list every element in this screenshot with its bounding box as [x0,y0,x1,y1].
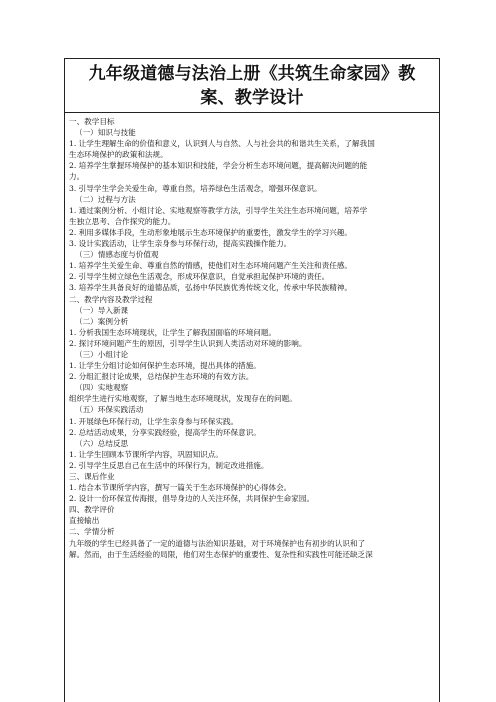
document-line: 解。然而，由于生活经验的局限，他们对生态保护的重要性、复杂性和实践性可能还缺乏深 [69,549,373,559]
document-line: 1. 让学生分组讨论如何保护生态环境，提出具体的措施。 [69,361,261,371]
document-line: 1. 开展绿色环保行动，让学生亲身参与环保实践。 [69,416,239,426]
document-line: 一、教学目标 [69,117,115,126]
document-line: 二、教学内容及教学过程 [69,294,153,304]
document-line: 2. 利用多媒体手段，生动形象地展示生态环境保护的重要性，激发学生的学习兴趣。 [69,227,353,237]
document-line: （二）案例分析 [75,316,129,326]
document-line: 生态环境保护的政策和法规。 [69,150,168,160]
document-line: 1. 让学生回顾本节课所学内容，巩固知识点。 [69,449,223,459]
document-page [64,58,440,702]
document-line: （三）情感态度与价值观 [75,250,159,260]
document-line: 2. 探讨环境问题产生的原因，引导学生认识到人类活动对环境的影响。 [69,338,307,348]
document-line: （一）导入新课 [75,305,129,315]
document-line: 1. 分析我国生态环境现状，让学生了解我国面临的环境问题。 [69,327,277,337]
document-line: 2. 设计一份环保宣传海报，倡导身边的人关注环保，共同保护生命家园。 [69,494,315,504]
document-line: （二）过程与方法 [75,194,136,204]
document-line: （一）知识与技能 [75,128,136,138]
document-line: 直接输出 [69,516,100,526]
document-line: 1. 结合本节课所学内容，撰写一篇关于生态环境保护的心得体会。 [69,483,292,493]
document-line: （六）总结反思 [75,438,129,448]
document-line: 3. 引导学生学会关爱生命，尊重自然，培养绿色生活观念，增强环保意识。 [69,183,322,193]
document-line: 九年级的学生已经具备了一定的道德与法治知识基础，对于环境保护也有初步的认识和了 [69,538,366,548]
document-title-line-2: 案、教学设计 [200,88,304,108]
document-line: （三）小组讨论 [75,349,129,359]
document-line: 2. 引导学生树立绿色生活观念，形成环保意识，自觉承担起保护环境的责任。 [69,272,330,282]
document-line: 2. 总结活动成果，分享实践经验，提高学生的环保意识。 [69,427,261,437]
document-line: 组织学生进行实地观察，了解当地生态环境现状，发现存在的问题。 [69,394,297,404]
title-cell [65,59,439,113]
document-line: 1. 培养学生关爱生命、尊重自然的情感，使他们对生态环境问题产生关注和责任感。 [69,261,353,271]
document-line: 生独立思考、合作探究的能力。 [69,216,176,226]
document-line: 3. 设计实践活动，让学生亲身参与环保行动，提高实践操作能力。 [69,239,292,249]
document-line: 2. 引导学生反思自己在生活中的环保行为，制定改进措施。 [69,460,269,470]
document-line: 1. 通过案例分析、小组讨论、实地观察等教学方法，引导学生关注生态环境问题，培养学 [69,205,368,215]
document-line: 2. 培养学生掌握环境保护的基本知识和技能，学会分析生态环境问题，提高解决问题的能 [69,161,368,171]
document-line: 二、学情分析 [69,527,115,537]
document-line: 三、课后作业 [69,472,115,481]
document-line: 四、教学评价 [69,505,115,515]
document-line: 1. 让学生理解生命的价值和意义，认识到人与自然、人与社会共的和谐共生关系，了解我国 [69,139,375,149]
document-title-line-1: 九年级道德与法治上册《共筑生命家园》教 [88,64,416,84]
document-line: （四）实地观察 [75,383,129,393]
document-line: （五）环保实践活动 [75,405,144,415]
document-body [65,113,439,560]
document-line: 3. 培养学生具备良好的道德品质，弘扬中华民族优秀传统文化，传承中华民族精神。 [69,283,353,293]
document-line: 力。 [69,172,85,182]
document-line: 2. 分组汇报讨论成果，总结保护生态环境的有效方法。 [69,372,254,382]
